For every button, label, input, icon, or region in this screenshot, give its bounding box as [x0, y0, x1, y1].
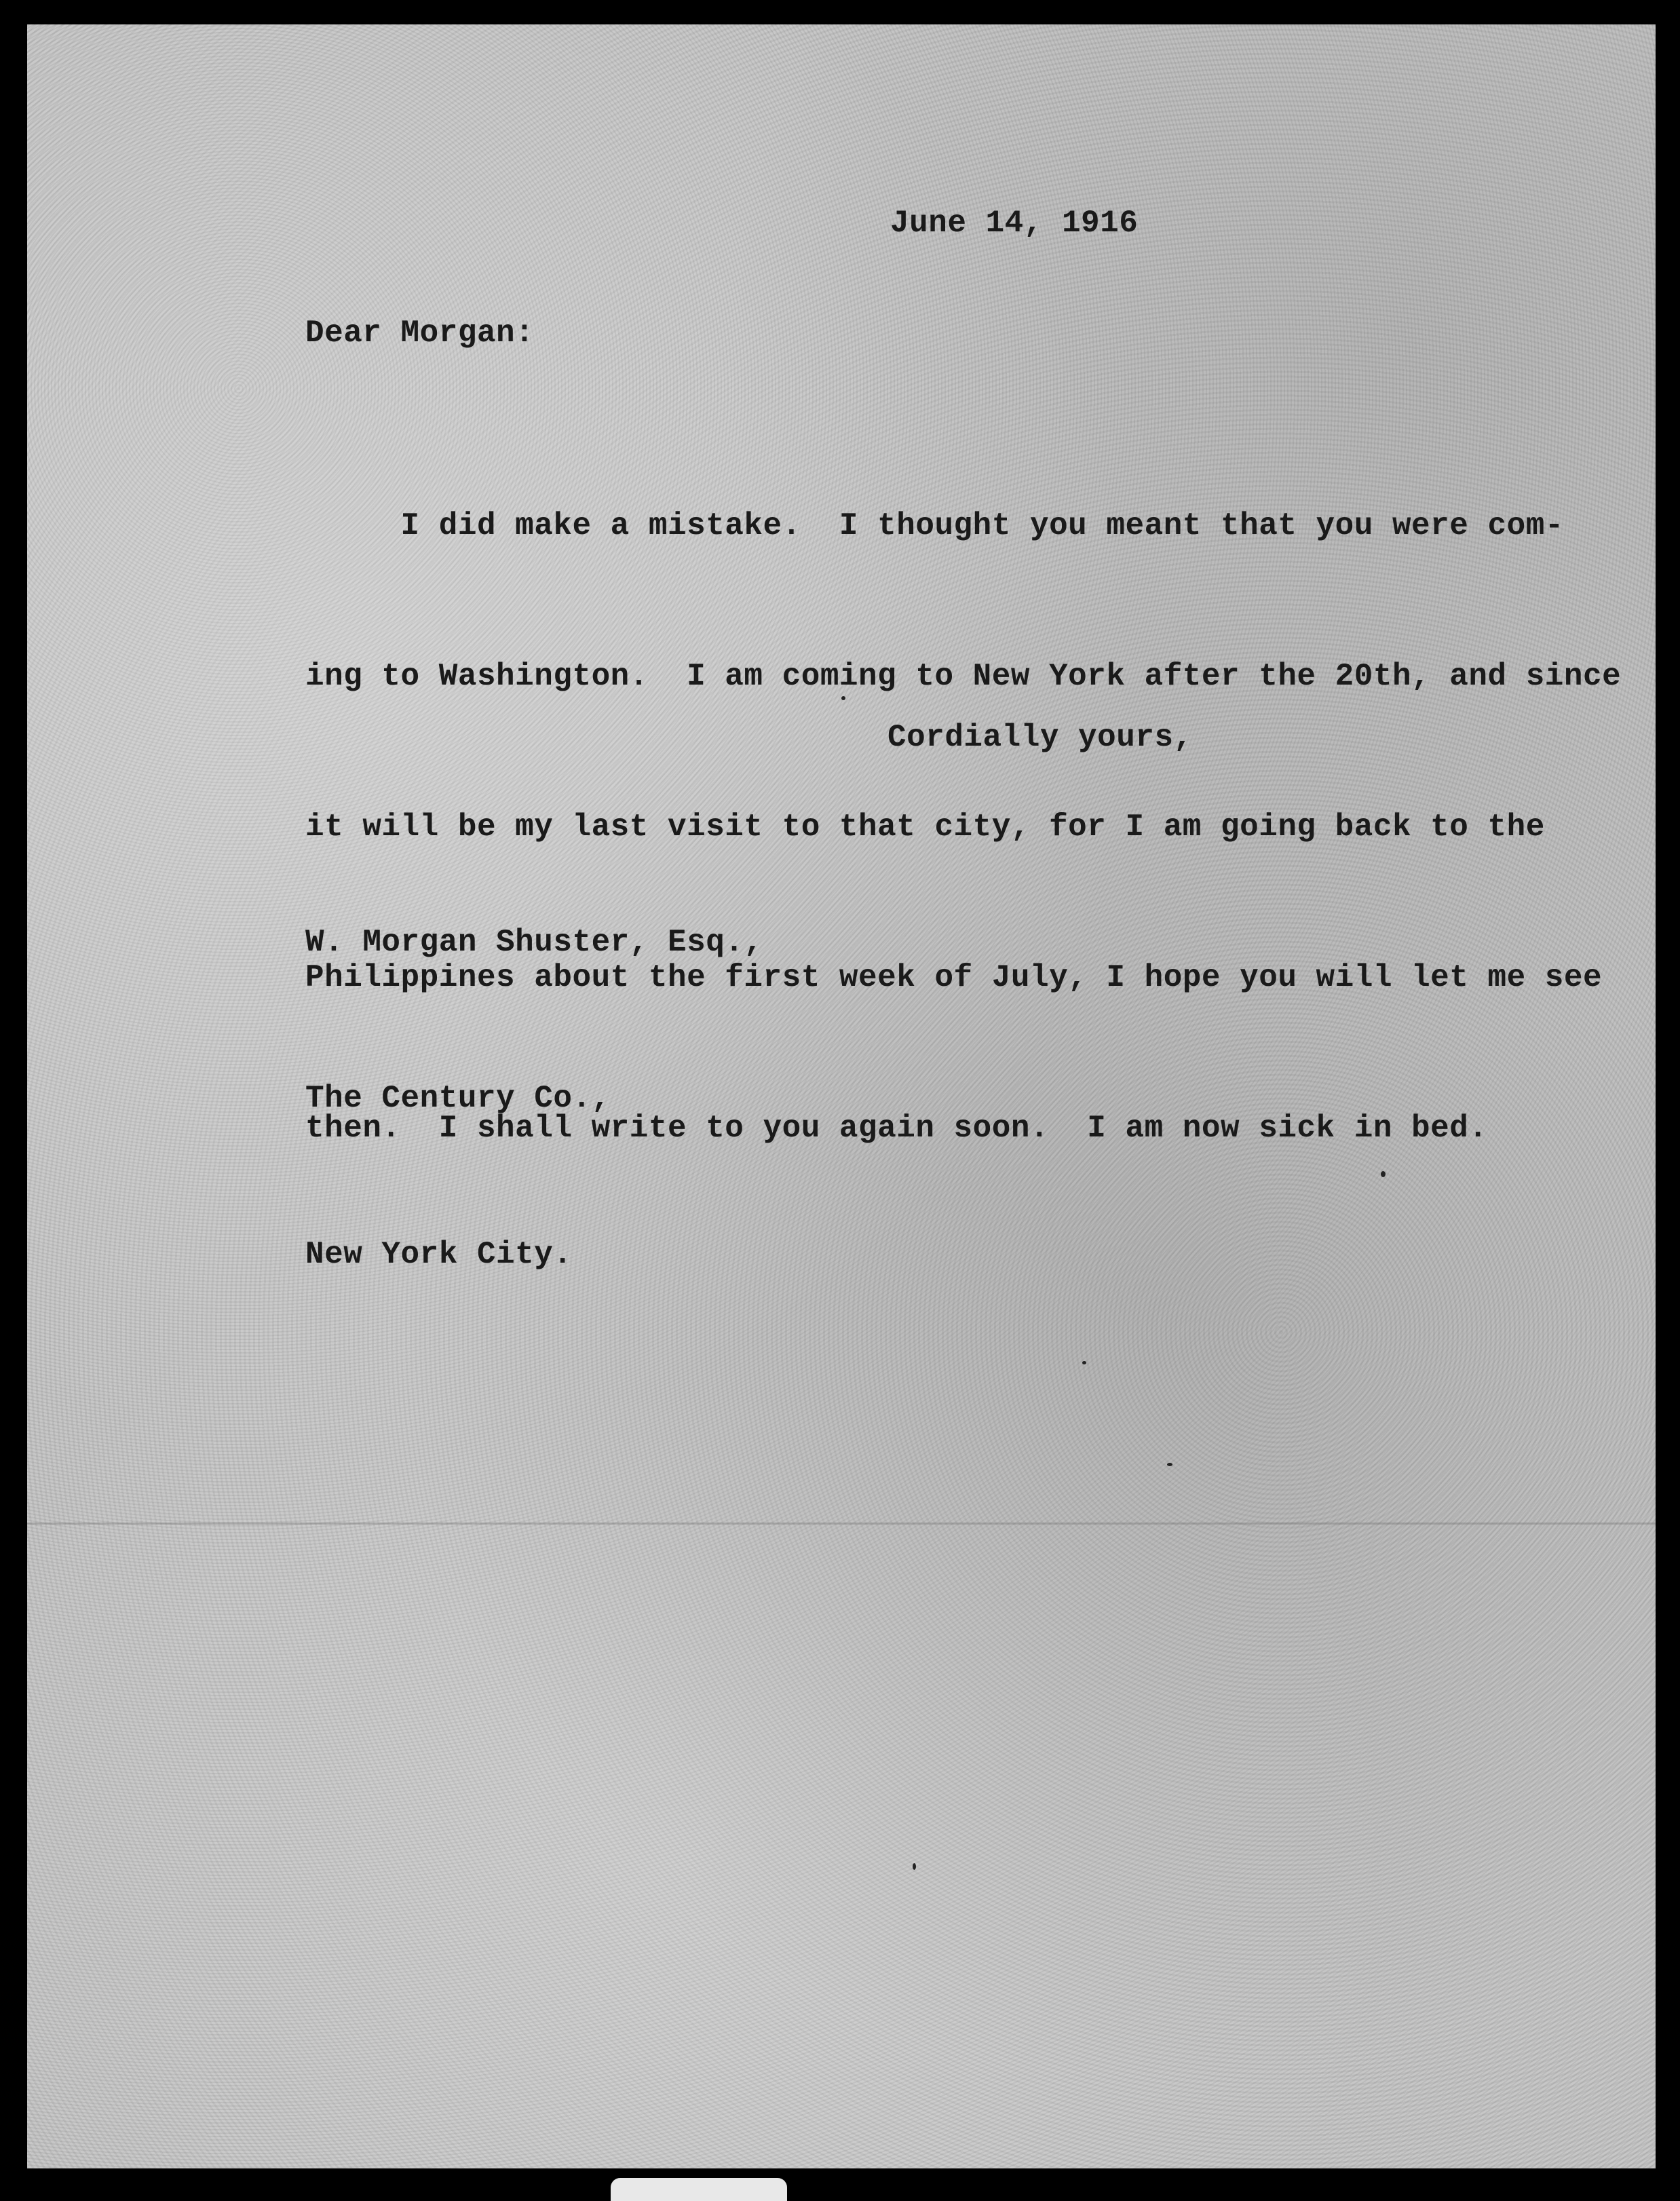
recipient-name: W. Morgan Shuster, Esq.,: [305, 925, 763, 960]
salutation: Dear Morgan:: [305, 315, 535, 351]
body-line: Philippines about the first week of July, I hope you will let me see: [305, 960, 1603, 995]
ink-speck: [913, 1863, 916, 1870]
ink-speck: [1167, 1463, 1172, 1466]
recipient-address: [305, 814, 763, 1383]
body-line: then. I shall write to you again soon. I am now sick in bed.: [305, 1111, 1488, 1146]
body-line: it will be my last visit to that city, for I am going back to the: [305, 809, 1545, 845]
ink-speck: [1082, 1361, 1086, 1364]
body-line: ing to Washington. I am coming to New York after the 20th, and since: [305, 659, 1622, 694]
film-edge-mark: [611, 2178, 787, 2201]
letter-date: June 14, 1916: [890, 206, 1139, 241]
body-line: I did make a mistake. I thought you meant that you were com-: [305, 508, 1564, 543]
fold-line: [27, 1523, 1656, 1525]
recipient-company: The Century Co.,: [305, 1081, 611, 1116]
closing: Cordially yours,: [887, 720, 1193, 755]
recipient-city: New York City.: [305, 1237, 573, 1272]
